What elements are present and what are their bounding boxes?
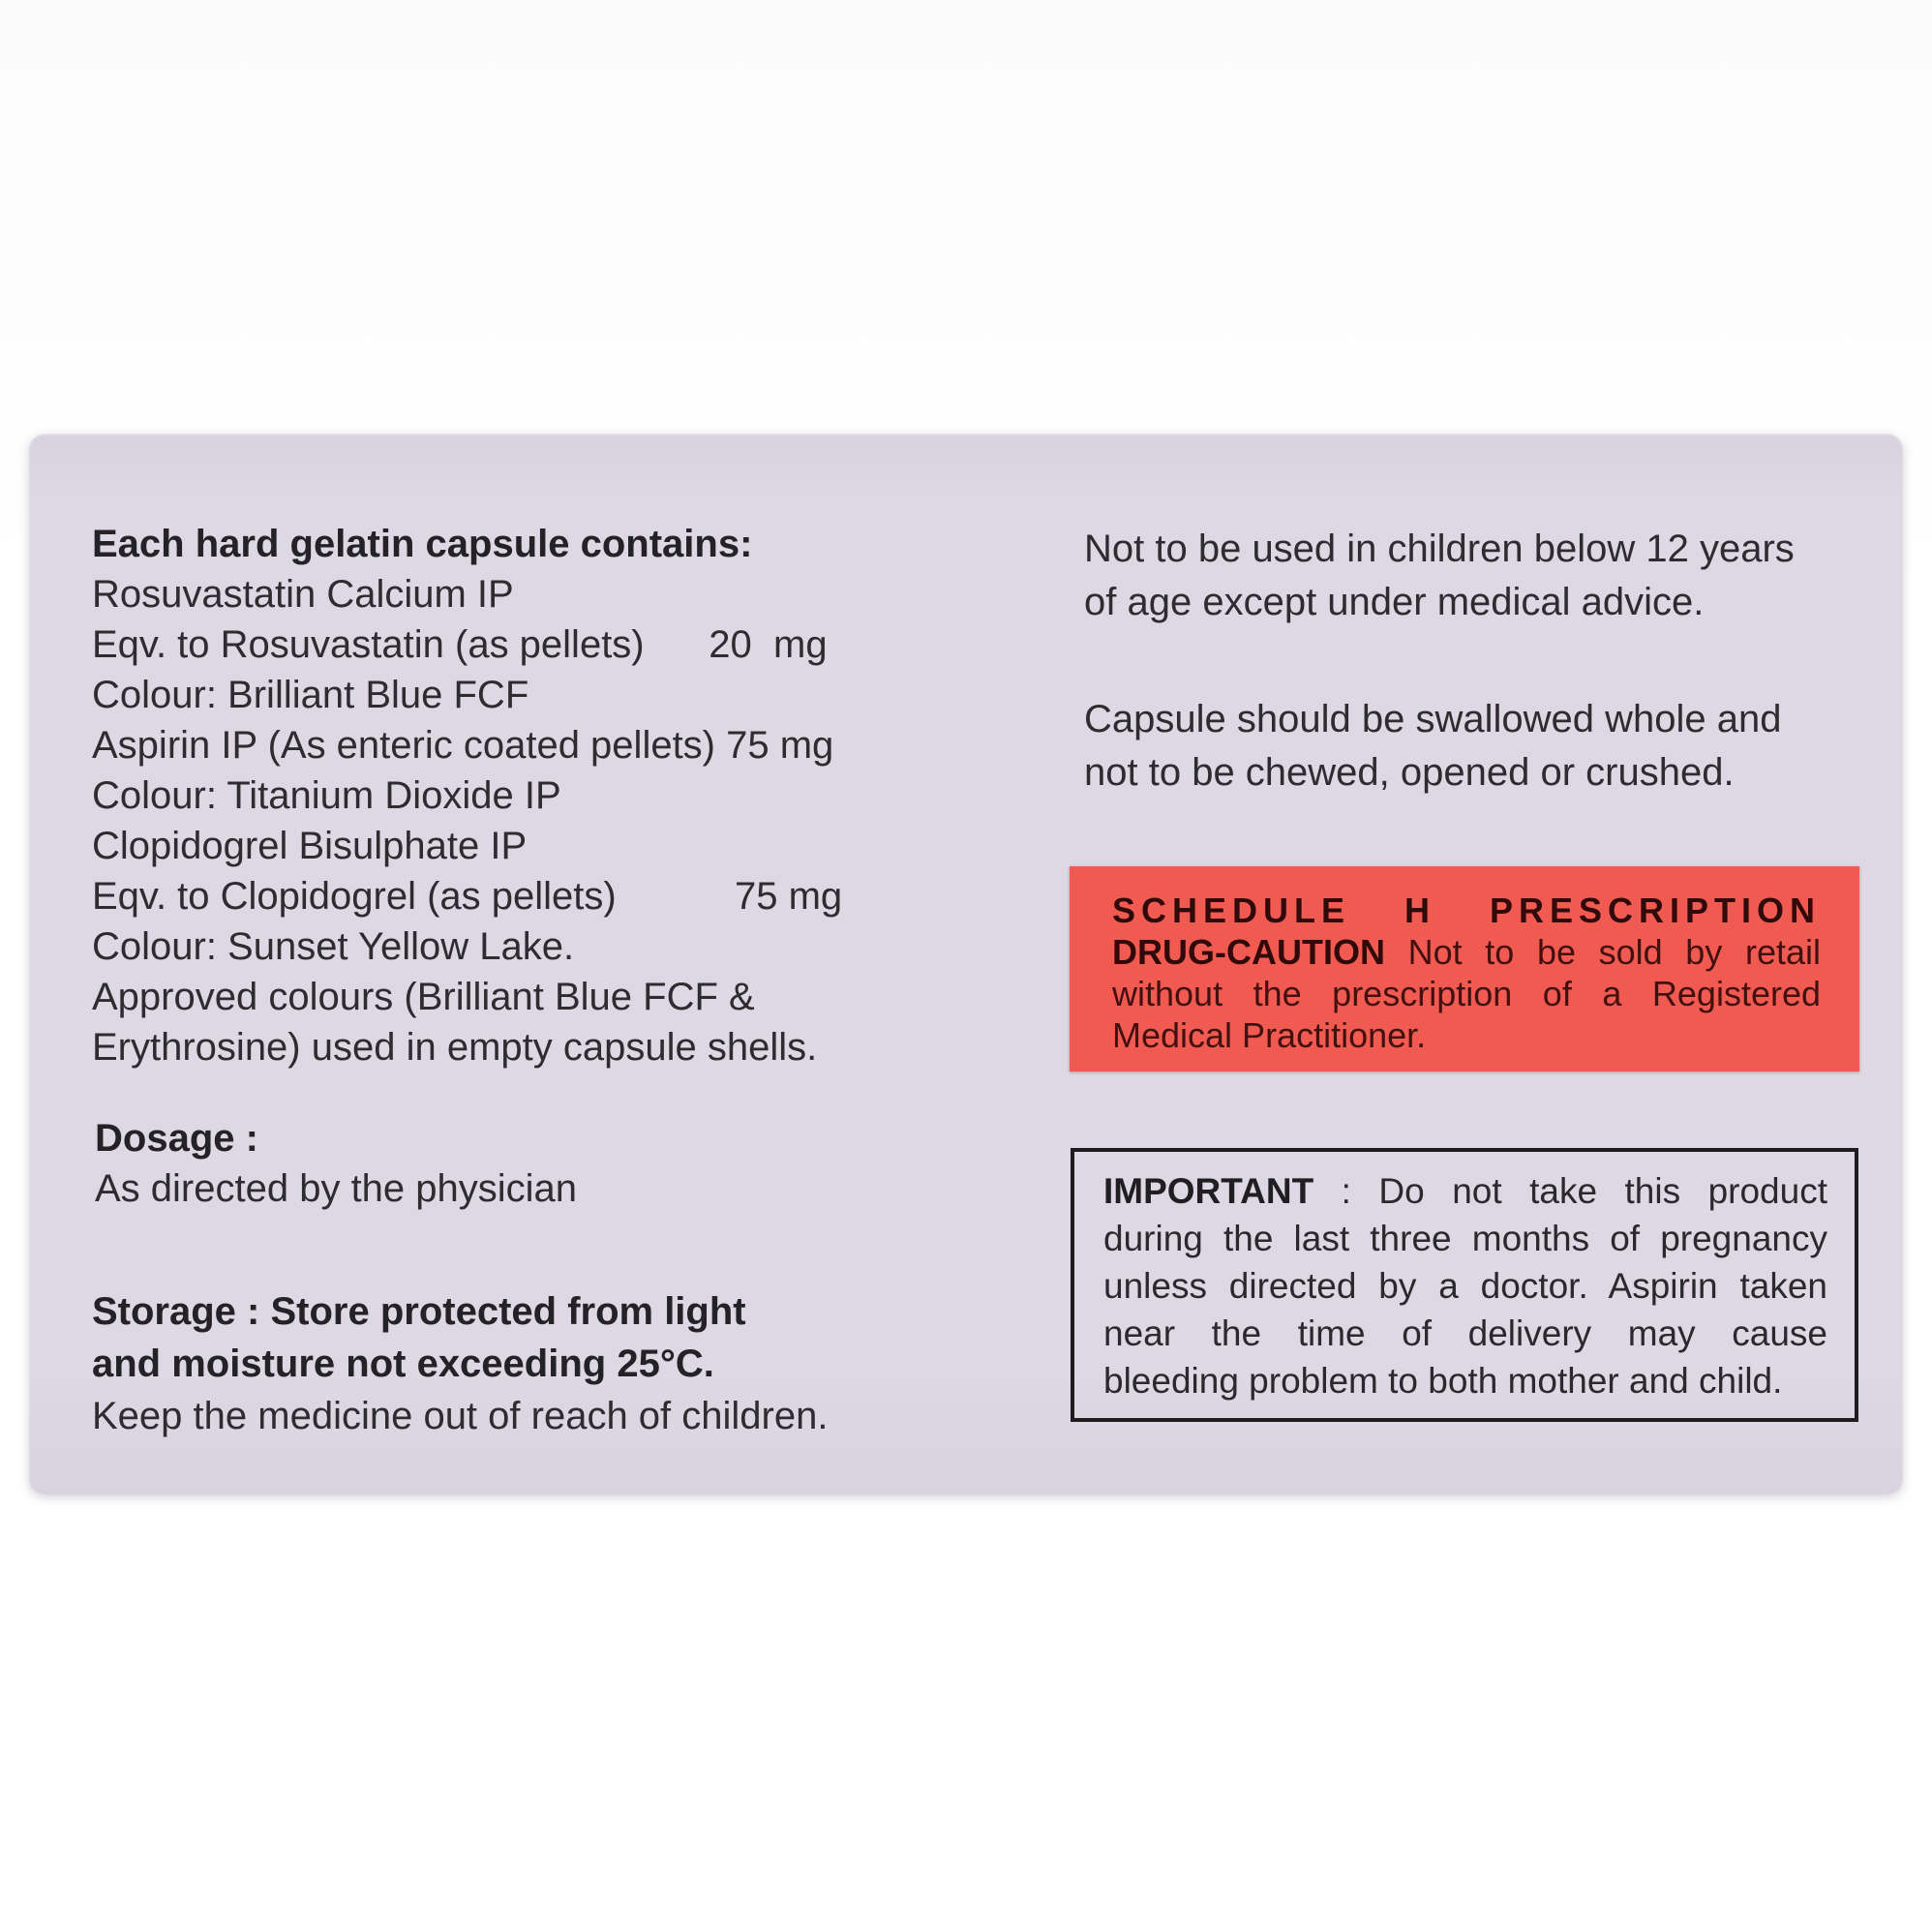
dosage-heading: Dosage : <box>95 1117 258 1160</box>
composition-line-rosuvastatin: Rosuvastatin Calcium IP <box>92 573 514 616</box>
composition-line-colour-blue: Colour: Brilliant Blue FCF <box>92 674 529 716</box>
schedule-warning-line-2 <box>1112 931 1821 973</box>
composition-line-approved-colours: Approved colours (Brilliant Blue FCF & <box>92 976 755 1018</box>
composition-line-colour-titanium: Colour: Titanium Dioxide IP <box>92 774 561 817</box>
swallow-advisory-line-2: not to be chewed, opened or crushed. <box>1084 751 1735 794</box>
composition-line-colour-sunset: Colour: Sunset Yellow Lake. <box>92 925 575 968</box>
children-advisory <box>1084 523 1858 629</box>
schedule-warning-line-4: Medical Practitioner. <box>1112 1015 1427 1055</box>
important-line-4: near the time of delivery may cause <box>1103 1313 1827 1353</box>
schedule-warning-line-3: without the prescription of a Registered <box>1112 974 1821 1013</box>
children-advisory-line-2: of age except under medical advice. <box>1084 581 1705 623</box>
important-label: IMPORTANT <box>1103 1171 1314 1211</box>
important-line-2: during the last three months of pregnancy <box>1103 1219 1827 1258</box>
schedule-h-warning-box <box>1070 866 1859 1072</box>
composition-line-rosuvastatin-eqv: Eqv. to Rosuvastatin (as pellets) 20 mg <box>92 623 828 666</box>
important-line-5: bleeding problem to both mother and child. <box>1103 1361 1783 1401</box>
composition-heading: Each hard gelatin capsule contains: <box>92 523 753 565</box>
storage-section <box>92 1285 924 1442</box>
important-line-1 <box>1103 1167 1827 1215</box>
dosage-text: As directed by the physician <box>95 1167 578 1210</box>
drug-caution-label: DRUG-CAUTION <box>1112 932 1385 972</box>
swallow-advisory-line-1: Capsule should be swallowed whole and <box>1084 698 1782 740</box>
important-line-1-text: : Do not take this product <box>1341 1171 1827 1211</box>
composition-line-clopidogrel: Clopidogrel Bisulphate IP <box>92 825 528 867</box>
schedule-warning-line-2-text: Not to be sold by retail <box>1407 932 1821 972</box>
storage-line-1: Storage : Store protected from light <box>92 1290 746 1333</box>
important-line-3: unless directed by a doctor. Aspirin taken <box>1103 1266 1827 1306</box>
composition-line-erythrosine: Erythrosine) used in empty capsule shells. <box>92 1026 818 1069</box>
important-notice-box <box>1071 1148 1858 1422</box>
medicine-box-back-panel <box>29 434 1903 1494</box>
schedule-warning-heading: SCHEDULE H PRESCRIPTION <box>1112 891 1821 930</box>
swallow-advisory <box>1084 693 1858 800</box>
storage-line-3: Keep the medicine out of reach of children. <box>92 1395 829 1437</box>
storage-line-2: and moisture not exceeding 25°C. <box>92 1343 714 1385</box>
composition-line-aspirin: Aspirin IP (As enteric coated pellets) 75 mg <box>92 724 834 767</box>
children-advisory-line-1: Not to be used in children below 12 years <box>1084 528 1795 570</box>
composition-section <box>92 519 915 1072</box>
composition-line-clopidogrel-eqv: Eqv. to Clopidogrel (as pellets) 75 mg <box>92 875 843 918</box>
dosage-section <box>95 1113 918 1214</box>
